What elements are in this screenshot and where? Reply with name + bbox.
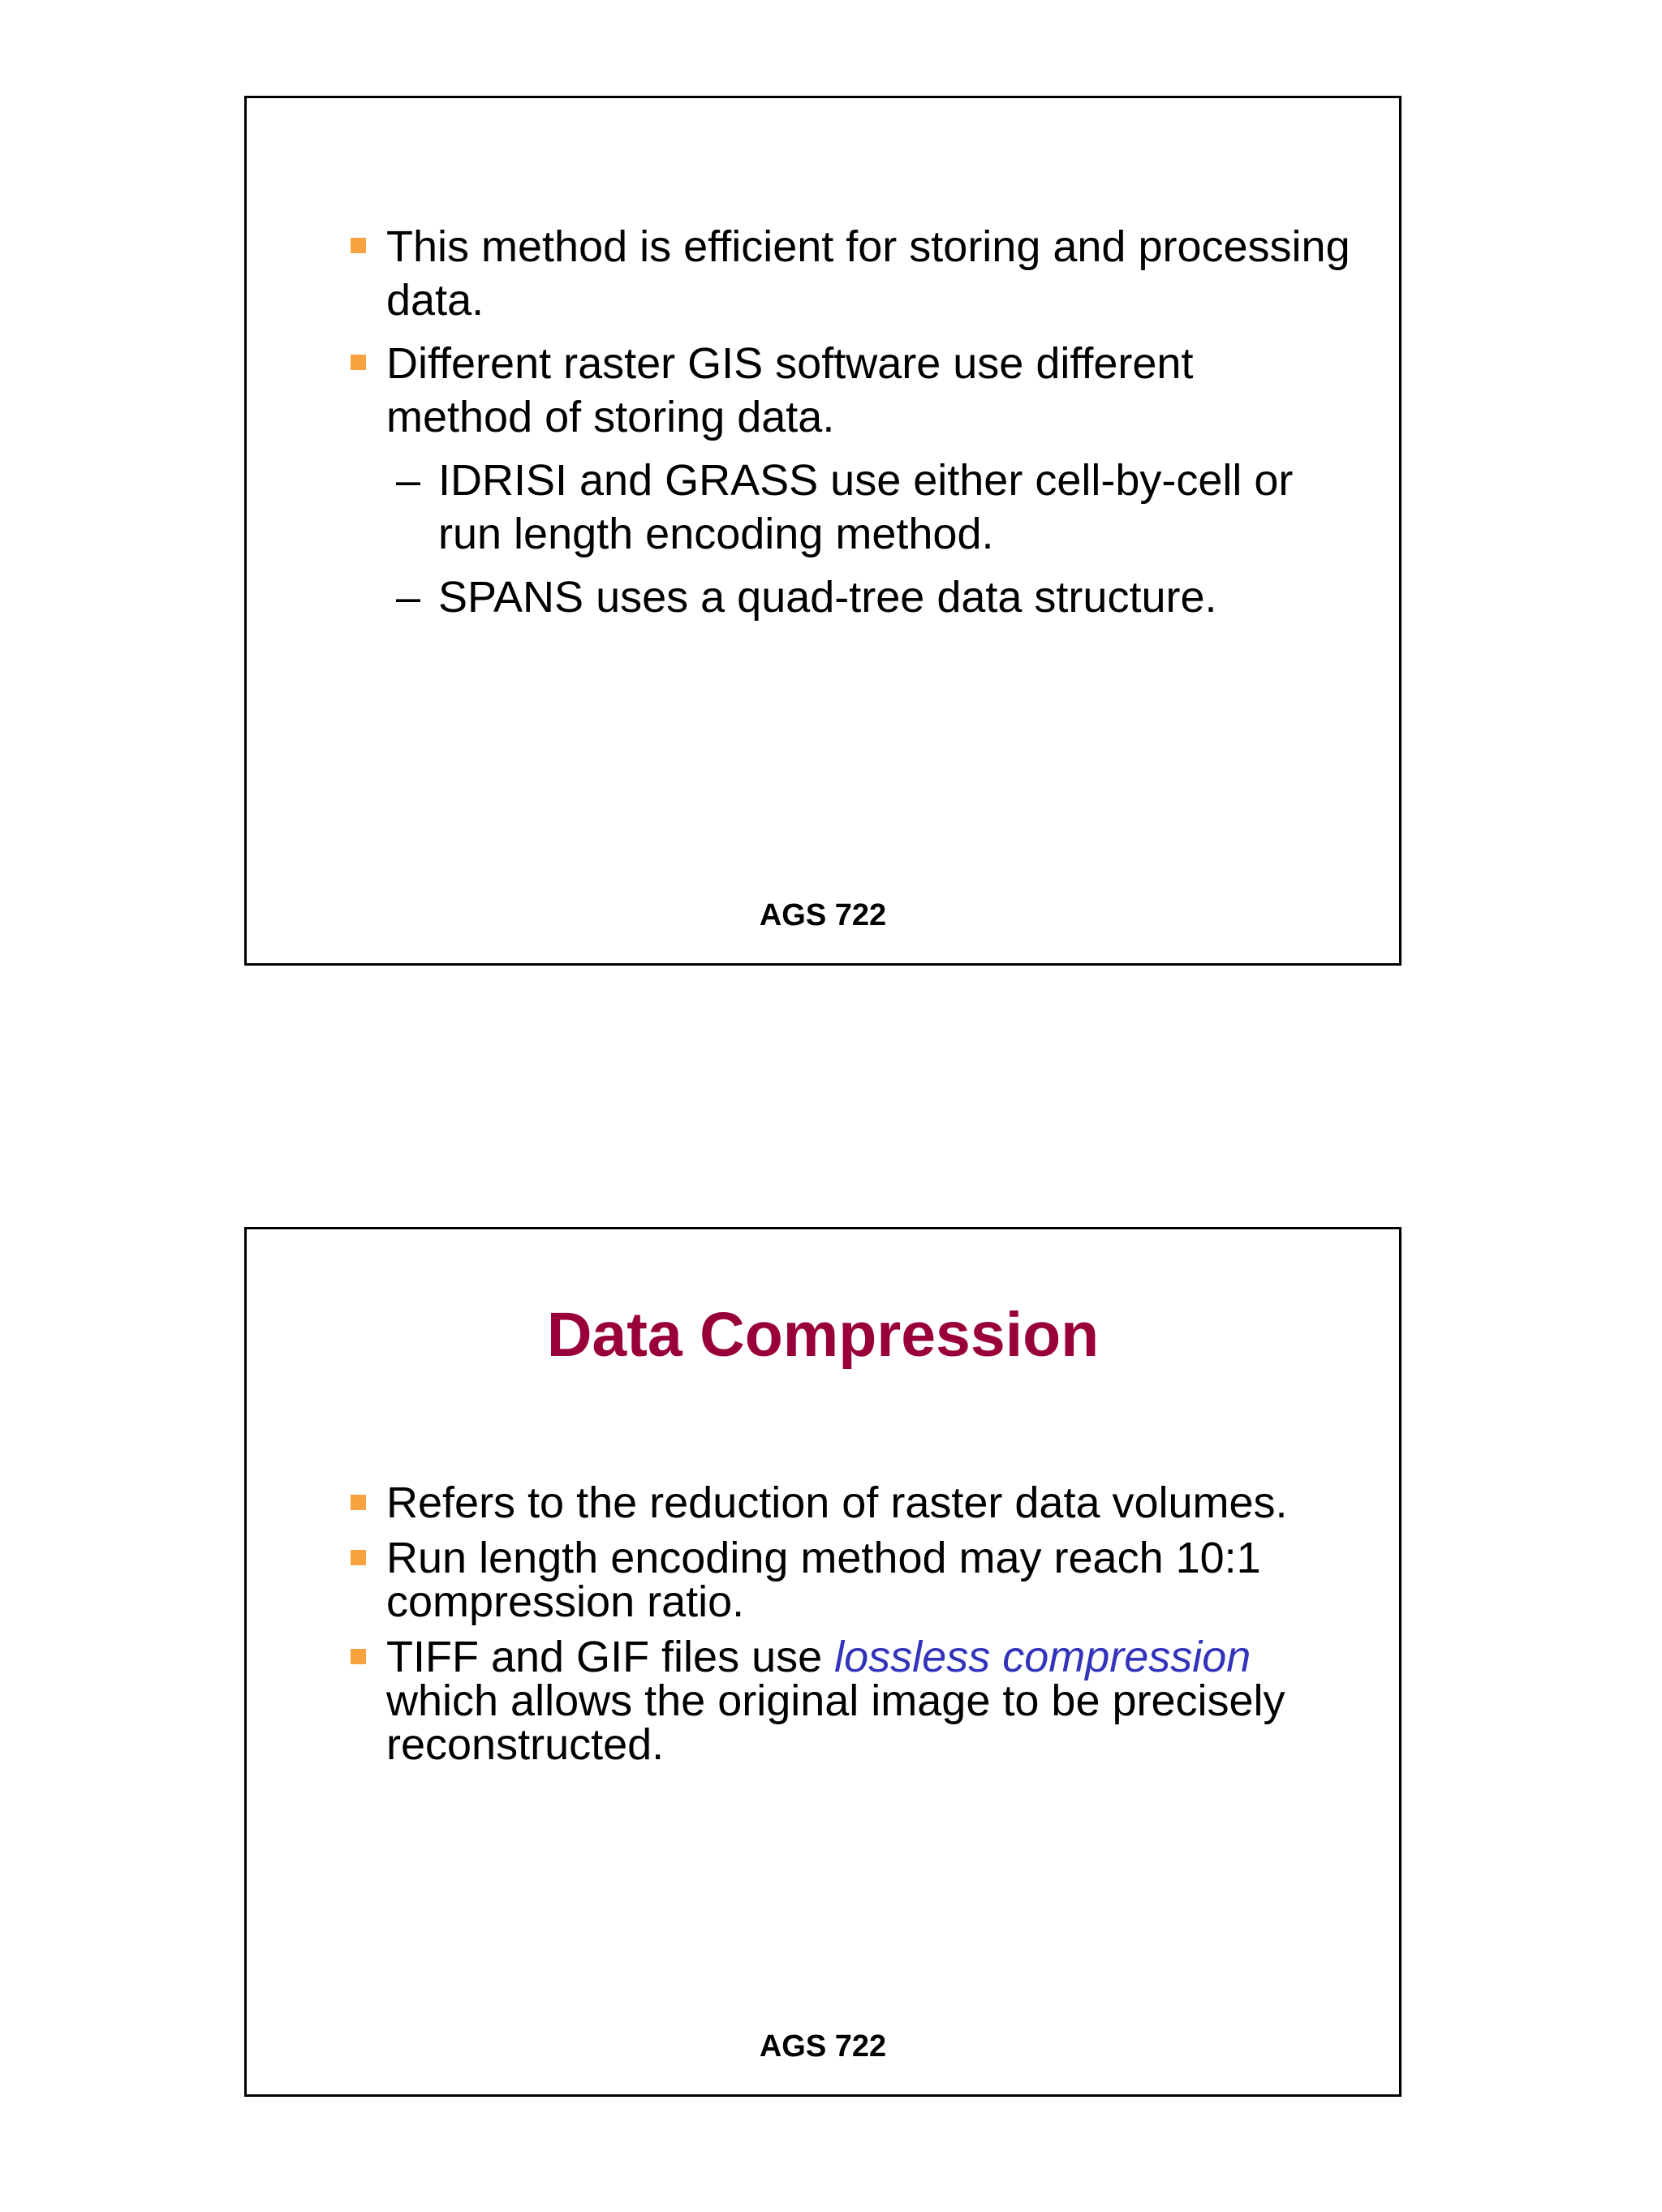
- bullet-text: This method is efficient for storing and processing data.: [386, 222, 1350, 325]
- dash-bullet-icon: –: [396, 573, 421, 622]
- bullet-item: [247, 1635, 1399, 1767]
- square-bullet-icon: [351, 1550, 366, 1565]
- bullet-text: Run length encoding method may reach 10:1 compression ratio.: [386, 1534, 1261, 1626]
- slide-1: [244, 96, 1402, 966]
- bullet-item: [247, 1536, 1399, 1624]
- bullet-list: [247, 1478, 1399, 1778]
- square-bullet-icon: [351, 355, 366, 370]
- slide-2: [244, 1227, 1402, 2097]
- square-bullet-icon: [351, 238, 366, 253]
- emphasized-term: lossless compression: [834, 1633, 1251, 1681]
- bullet-text-post: which allows the original image to be precisely reconstructed.: [386, 1676, 1285, 1769]
- bullet-text-pre: TIFF and GIF files use: [386, 1633, 835, 1681]
- sub-bullet-text: IDRISI and GRASS use either cell-by-cell or run length encoding method.: [438, 456, 1294, 558]
- sub-bullet-item: [247, 454, 1399, 561]
- slide-title: Data Compression: [546, 1300, 1100, 1370]
- square-bullet-icon: [351, 1495, 366, 1510]
- bullet-item: [247, 1478, 1399, 1527]
- slide-footer: AGS 722: [759, 898, 887, 932]
- bullet-text: Different raster GIS software use different method of storing data.: [386, 339, 1194, 441]
- bullet-text: Refers to the reduction of raster data volumes.: [386, 1478, 1288, 1527]
- slide-footer: AGS 722: [759, 2029, 887, 2064]
- bullet-item: [247, 220, 1399, 327]
- sub-bullet-text: SPANS uses a quad-tree data structure.: [438, 573, 1217, 622]
- dash-bullet-icon: –: [396, 456, 421, 505]
- sub-bullet-item: [247, 570, 1399, 624]
- square-bullet-icon: [351, 1649, 366, 1664]
- bullet-item: [247, 337, 1399, 444]
- bullet-list: [247, 220, 1399, 634]
